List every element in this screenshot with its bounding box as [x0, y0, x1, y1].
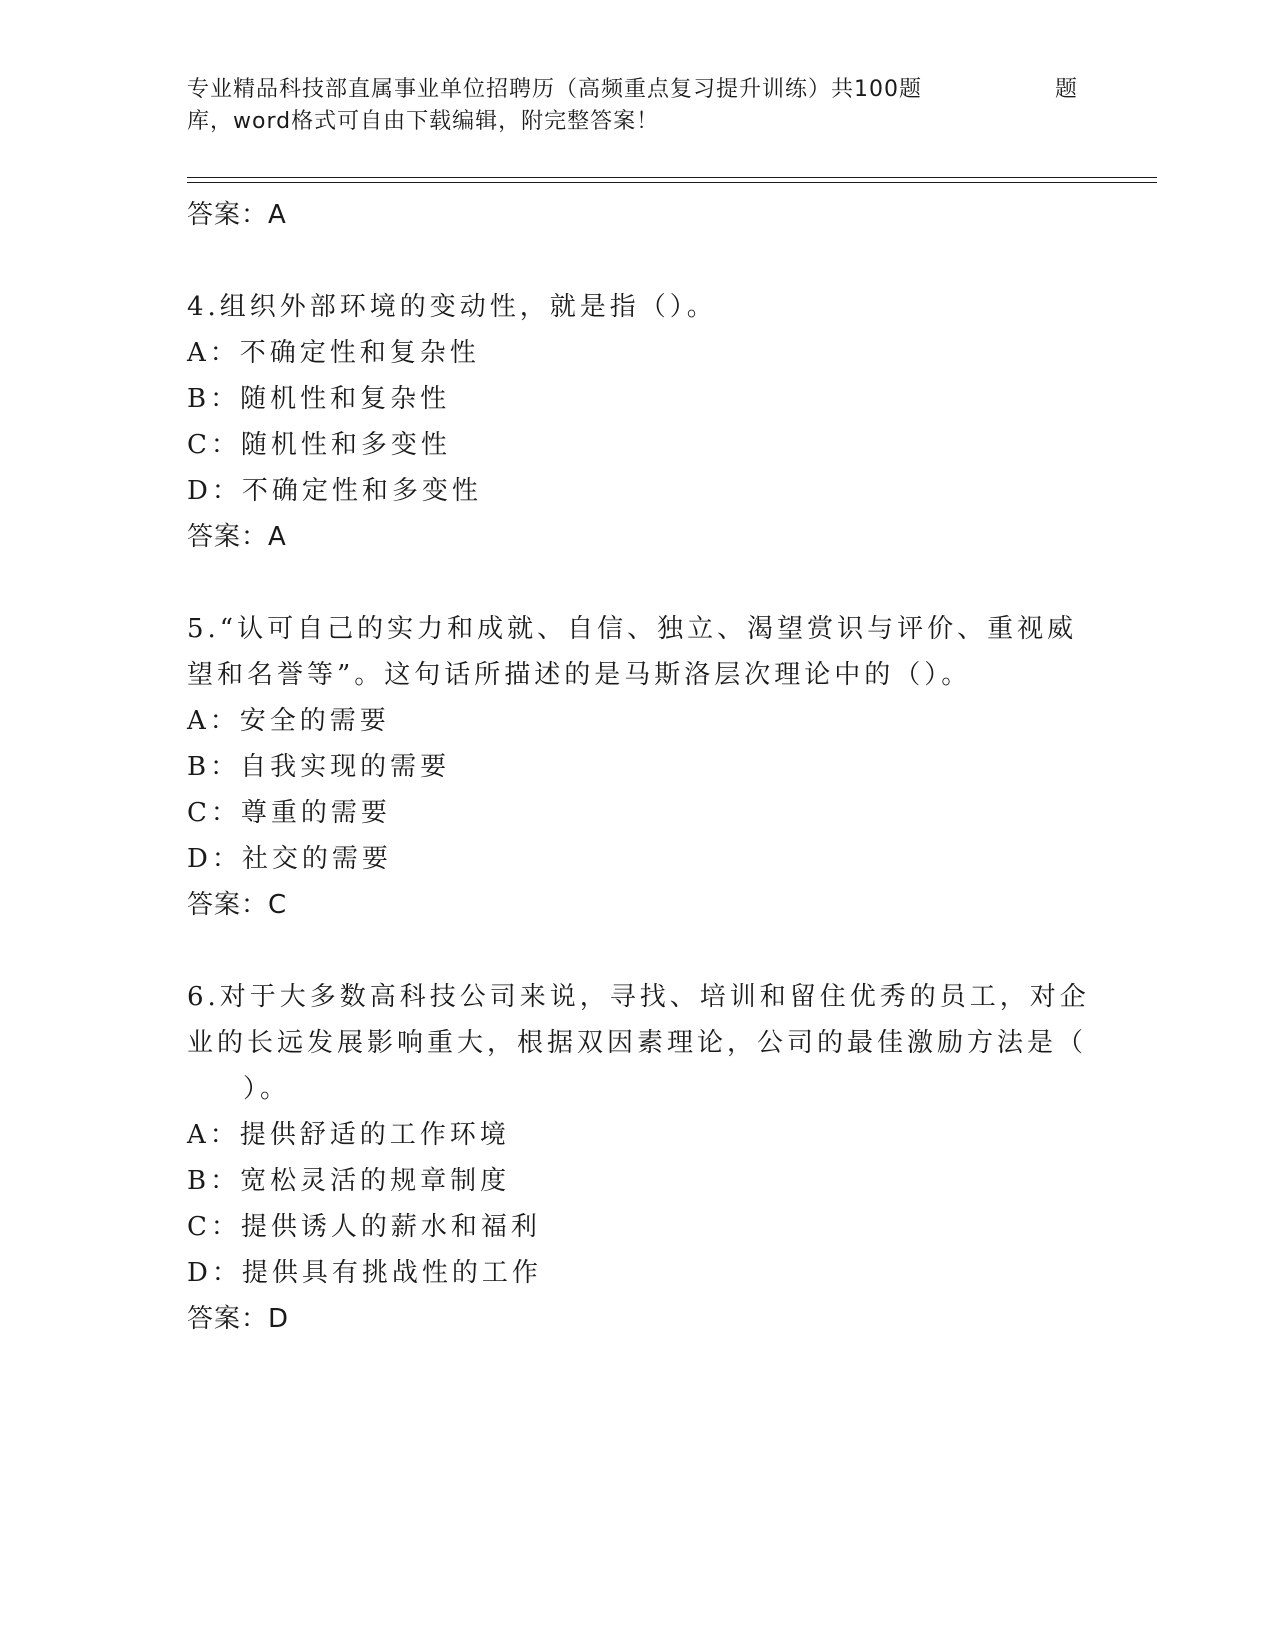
- option-d: D：社交的需要: [187, 844, 392, 874]
- stem-line: 望和名誉等”。这句话所描述的是马斯洛层次理论中的（）。: [187, 660, 972, 690]
- previous-answer: 答案：A: [187, 200, 287, 230]
- option-a: A：不确定性和复杂性: [187, 338, 480, 368]
- option-b: B：宽松灵活的规章制度: [187, 1166, 511, 1196]
- option-b: B：随机性和复杂性: [187, 384, 451, 414]
- answer: 答案：A: [187, 522, 287, 552]
- header-divider-bottom: [187, 182, 1157, 183]
- header-title: 专业精品科技部直属事业单位招聘历（高频重点复习提升训练）共100题: [187, 77, 922, 102]
- page-content: [187, 192, 1090, 1342]
- document-header: [187, 74, 1077, 138]
- option-c: C：随机性和多变性: [187, 430, 451, 460]
- option-a: A：安全的需要: [187, 706, 390, 736]
- stem-line: 6.对于大多数高科技公司来说，寻找、培训和留住优秀的员工，对企: [187, 982, 1090, 1012]
- stem-line: 4.组织外部环境的变动性，就是指（）。: [187, 292, 717, 322]
- answer: 答案：D: [187, 1304, 290, 1334]
- stem-line: ）。: [243, 1074, 291, 1104]
- option-c: C：尊重的需要: [187, 798, 391, 828]
- option-a: A：提供舒适的工作环境: [187, 1120, 510, 1150]
- question-6: [187, 974, 1090, 1342]
- option-b: B：自我实现的需要: [187, 752, 451, 782]
- question-stem: [187, 974, 1090, 1112]
- question-4: [187, 284, 1067, 560]
- question-stem: [187, 284, 1067, 330]
- option-d: D：不确定性和多变性: [187, 476, 482, 506]
- question-5: [187, 606, 1078, 928]
- header-line-1: [187, 74, 1077, 106]
- question-stem: [187, 606, 1078, 698]
- option-c: C：提供诱人的薪水和福利: [187, 1212, 541, 1242]
- answer: 答案：C: [187, 890, 288, 920]
- option-d: D：提供具有挑战性的工作: [187, 1258, 542, 1288]
- header-title-tail: 题: [1055, 77, 1079, 102]
- header-divider-top: [187, 177, 1157, 178]
- header-line-2: 库，word格式可自由下载编辑，附完整答案！: [187, 109, 660, 134]
- stem-line: 业的长远发展影响重大，根据双因素理论，公司的最佳激励方法是（: [187, 1028, 1088, 1058]
- stem-line: 5.“认可自己的实力和成就、自信、独立、渴望赏识与评价、重视威: [187, 614, 1078, 644]
